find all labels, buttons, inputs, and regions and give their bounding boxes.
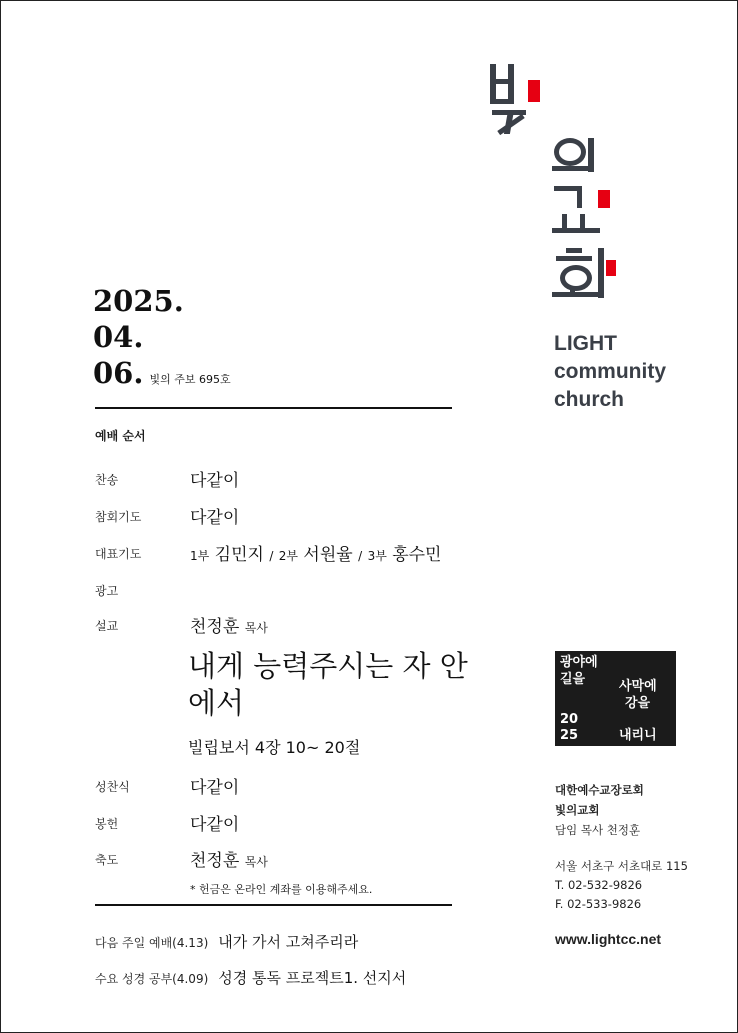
offering-label: 봉헌 (95, 817, 119, 831)
date-month: 04. (93, 320, 144, 354)
date-day: 06. (93, 356, 144, 390)
sermon-preacher: 천정훈 (190, 617, 240, 637)
prayer-part-2: 2부 (278, 549, 299, 563)
church-website-link[interactable]: www.lightcc.net (555, 931, 662, 947)
brand-line-1: LIGHT (554, 332, 617, 355)
divider-top (95, 407, 452, 409)
next-wednesday-title: 성경 통독 프로젝트1. 선지서 (218, 969, 407, 987)
divider-bottom (95, 904, 452, 906)
church-address: 서울 서초구 서초대로 115 (555, 859, 688, 873)
next-wednesday (95, 967, 406, 988)
prayer-label: 대표기도 (95, 547, 142, 561)
communion-value: 다같이 (190, 778, 240, 798)
sermon-label: 설교 (95, 619, 119, 633)
benediction-label: 축도 (95, 853, 119, 867)
hymn-label: 찬송 (95, 473, 119, 487)
benediction-name: 천정훈 (190, 851, 240, 871)
sermon-scripture: 빌립보서 4장 10~ 20절 (188, 738, 361, 757)
confession-label: 참회기도 (95, 510, 142, 524)
prayer-name-3: 홍수민 (392, 545, 442, 565)
theme-word-a: 광야에 (560, 655, 598, 670)
theme-word-c: 사막에 (619, 679, 657, 694)
confession-value: 다같이 (190, 508, 240, 528)
sermon-title: 내게 능력주시는 자 안에서 (188, 649, 468, 720)
benediction-role: 목사 (244, 855, 268, 869)
prayer-sep-2: / (358, 549, 363, 563)
benediction-value (190, 846, 268, 871)
brand-line-2: community (554, 360, 667, 383)
church-logo (488, 62, 628, 302)
prayer-name-2: 서원율 (303, 545, 353, 565)
prayer-part-3: 3부 (367, 549, 387, 563)
brand-line-3: church (554, 388, 625, 411)
prayer-value (190, 540, 441, 565)
offering-value: 다같이 (190, 815, 240, 835)
annual-theme-box (555, 651, 676, 746)
bulletin-date (93, 283, 231, 398)
church-tel: T. 02-532-9826 (555, 878, 643, 892)
theme-word-g: 내리니 (619, 728, 657, 743)
prayer-sep-1: / (269, 549, 274, 563)
next-wednesday-label: 수요 성경 공부(4.09) (95, 972, 209, 986)
next-sunday-label: 다음 주일 예배(4.13) (95, 936, 209, 950)
theme-word-d: 강을 (625, 696, 651, 711)
church-fax: F. 02-533-9826 (555, 897, 642, 911)
brand-name (554, 330, 666, 414)
communion-label: 성찬식 (95, 780, 130, 794)
theme-word-b: 길을 (560, 672, 586, 687)
date-day-row (93, 355, 231, 398)
prayer-name-1: 김민지 (214, 545, 264, 565)
sermon-role: 목사 (244, 621, 268, 635)
issue-number: 빛의 주보 695호 (149, 373, 231, 386)
church-name: 빛의교회 (555, 803, 600, 817)
denomination: 대한예수교장로회 (555, 783, 644, 797)
order-title: 예배 순서 (95, 429, 146, 443)
sermon-preacher-row (190, 612, 268, 637)
theme-year-a: 20 (560, 712, 579, 727)
next-sunday-title: 내가 가서 고쳐주리라 (218, 933, 359, 951)
announce-label: 광고 (95, 584, 119, 598)
senior-pastor: 담임 목사 천정훈 (555, 823, 641, 837)
hymn-value: 다같이 (190, 471, 240, 491)
prayer-part-1: 1부 (190, 549, 210, 563)
theme-year-b: 25 (560, 728, 579, 743)
next-sunday (95, 931, 358, 952)
offering-note: * 헌금은 온라인 계좌를 이용해주세요. (190, 883, 373, 896)
date-year: 2025. (93, 284, 184, 318)
